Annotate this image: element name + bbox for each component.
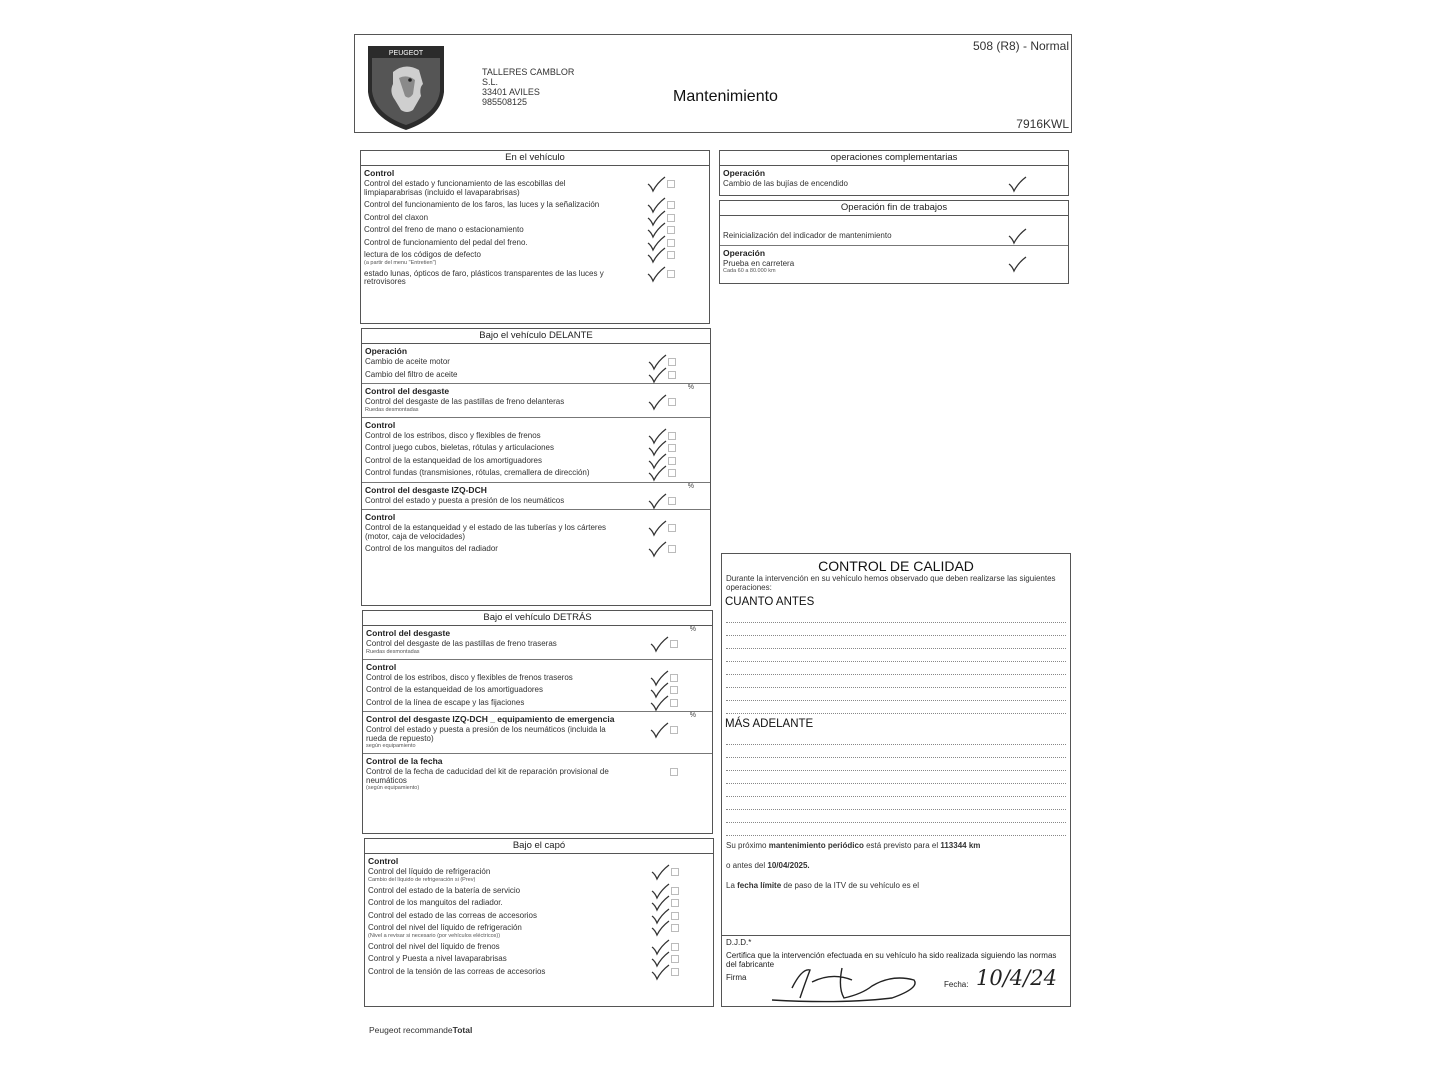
check-group xyxy=(362,344,710,384)
checkmark-icon xyxy=(1006,175,1028,193)
checkbox-square xyxy=(671,912,679,920)
check-item xyxy=(365,495,710,508)
checkbox-square xyxy=(668,545,676,553)
page-title: Mantenimiento xyxy=(673,88,778,105)
checkbox-square xyxy=(667,201,675,209)
text: de paso de la ITV de su vehículo es el xyxy=(783,881,920,890)
checkbox-square xyxy=(670,726,678,734)
checkbox-square xyxy=(671,924,679,932)
certification-box xyxy=(722,935,1070,1006)
check-item xyxy=(365,369,710,382)
check-group xyxy=(362,510,710,558)
text: o antes del xyxy=(726,861,766,870)
checkbox-square xyxy=(671,868,679,876)
checklist-panel xyxy=(362,610,713,834)
item-note: (Nivel a revisar si necesario (por vehículos eléctricos)) xyxy=(368,932,501,939)
item-text: Control juego cubos, bieletas, rótulas y articulaciones xyxy=(365,443,554,452)
blank-line xyxy=(726,610,1066,623)
percent-icon: % xyxy=(687,482,694,490)
checkbox-square xyxy=(670,699,678,707)
item-text: Reinicialización del indicador de mantenimiento xyxy=(723,231,892,240)
signature-label: Firma xyxy=(726,973,747,982)
checkbox-square xyxy=(667,214,675,222)
date-label: Fecha: xyxy=(944,980,969,989)
blank-line xyxy=(726,662,1066,675)
check-group xyxy=(720,166,1068,193)
item-note: según equipamiento xyxy=(366,743,416,749)
checkbox-square xyxy=(671,943,679,951)
group-title: Operación xyxy=(723,168,766,178)
next-date-value: 10/04/2025. xyxy=(767,861,810,870)
text: está previsto para el xyxy=(866,841,939,850)
check-item xyxy=(366,638,712,657)
group-title: Control xyxy=(364,168,395,178)
complementary-operations-panel xyxy=(719,150,1069,196)
blank-line xyxy=(726,688,1066,701)
peugeot-lion-logo xyxy=(363,40,449,132)
checkmark-icon xyxy=(649,863,671,881)
next-km: 113344 km xyxy=(940,841,981,850)
checkbox-square xyxy=(667,180,675,188)
item-text: Control de la fecha de caducidad del kit de reparación provisional de neumáticos xyxy=(366,767,609,785)
end-of-work-panel xyxy=(719,200,1069,284)
item-text: Cambio de las bujías de encendido xyxy=(723,179,848,188)
item-text: Control del desgaste de las pastillas de freno traseras xyxy=(366,639,557,648)
checkbox-square xyxy=(668,497,676,505)
quality-intro: Durante la intervención en su vehículo hemos observado que deben realizarse las siguientes operaciones: xyxy=(726,574,1056,592)
panel-title: Bajo el vehículo DELANTE xyxy=(362,329,710,344)
quality-control-panel xyxy=(721,553,1071,1007)
percent-icon: % xyxy=(689,626,696,633)
item-text: Control de los estribos, disco y flexibles de frenos traseros xyxy=(366,672,573,682)
group-title: Control xyxy=(368,856,399,866)
checkbox-square xyxy=(668,358,676,366)
check-item xyxy=(365,467,710,480)
item-note: Ruedas desmontadas xyxy=(366,648,420,655)
panel-title: operaciones complementarias xyxy=(720,151,1068,166)
checklist-panel xyxy=(361,328,711,606)
checkmark-icon xyxy=(645,265,667,283)
group-title: Control del desgaste IZQ-DCH _ equipamiento de emergencia xyxy=(366,714,615,724)
blank-line xyxy=(726,675,1066,688)
blank-line xyxy=(726,797,1066,810)
check-group xyxy=(362,418,710,483)
item-text: Control de funcionamiento del pedal del freno. xyxy=(364,237,528,247)
item-text: Control de los manguitos del radiador. xyxy=(368,898,503,907)
blank-line xyxy=(726,784,1066,797)
item-note: Cada 60 a 80.000 km xyxy=(723,268,776,274)
check-group xyxy=(362,384,710,418)
item-text: Control del desgaste de las pastillas de freno delanteras xyxy=(365,397,565,406)
checkmark-icon xyxy=(646,519,668,537)
text: Su próximo xyxy=(726,841,767,850)
check-item xyxy=(723,178,1068,191)
item-text: Control de los manguitos del radiador xyxy=(365,544,498,553)
group-title: Control del desgaste IZQ-DCH xyxy=(365,484,487,495)
checkbox-square xyxy=(668,524,676,532)
item-text: Control del freno de mano o estacionamiento xyxy=(364,225,524,234)
checkmark-icon xyxy=(646,464,668,482)
checkmark-icon xyxy=(645,246,667,264)
check-item xyxy=(366,724,712,751)
check-group xyxy=(720,246,1068,279)
check-group xyxy=(362,483,710,511)
item-text: Control del nivel del líquido de refrigeración xyxy=(368,923,522,932)
group-title: Control xyxy=(365,512,396,522)
item-text: Control y Puesta a nivel lavaparabrisas xyxy=(368,954,507,963)
checkbox-square xyxy=(670,686,678,694)
item-text: Control de la estanqueidad y el estado de las tuberías y los cárteres (motor, caja de velocidades) xyxy=(365,523,607,541)
check-group xyxy=(720,216,1068,246)
vehicle-model: 508 (R8) - Normal xyxy=(972,39,1069,53)
item-text: Control de la estanqueidad de los amortiguadores xyxy=(365,455,543,465)
check-item xyxy=(723,258,1068,277)
panel-title: Bajo el capó xyxy=(365,839,713,854)
footer-brand: Total xyxy=(452,1025,473,1035)
item-text: Cambio del filtro de aceite xyxy=(365,369,458,379)
license-plate: 7916KWL xyxy=(1016,117,1069,131)
dealer-line: 985508125 xyxy=(482,97,528,107)
panel-title: En el vehículo xyxy=(361,151,709,166)
group-title: Control de la fecha xyxy=(366,756,443,766)
certification-text: Certifica que la intervención efectuada en su vehículo ha sido realizada siguiendo las normas del fabricante xyxy=(726,951,1057,969)
item-text: Control del estado y puesta a presión de los neumáticos (incluida la rueda de repuesto) xyxy=(366,725,606,743)
check-item xyxy=(723,230,1068,243)
checklist-panel xyxy=(364,838,714,1007)
dealer-line: 33401 AVILES xyxy=(482,87,540,97)
check-item xyxy=(366,697,712,710)
checkmark-icon xyxy=(646,540,668,558)
group-title: Operación xyxy=(365,346,408,356)
checkmark-icon xyxy=(649,919,671,937)
item-text: Control del estado y funcionamiento de las escobillas del limpiaparabrisas (incluido el lavaparabrisas) xyxy=(364,179,566,197)
check-group xyxy=(365,854,713,980)
checkmark-icon xyxy=(648,635,670,653)
asap-heading: CUANTO ANTES xyxy=(725,596,815,608)
panel-title: Operación fin de trabajos xyxy=(720,201,1068,216)
check-group xyxy=(363,754,712,795)
blank-line xyxy=(726,771,1066,784)
handwritten-signature xyxy=(752,958,922,1004)
checkbox-square xyxy=(667,226,675,234)
item-note: (según equipamiento) xyxy=(366,785,420,791)
checkmark-icon xyxy=(1006,255,1028,273)
text-bold: mantenimiento periódico xyxy=(768,841,864,850)
checkbox-square xyxy=(668,469,676,477)
dealer-line: TALLERES CAMBLOR xyxy=(482,67,575,77)
quality-title: CONTROL DE CALIDAD xyxy=(818,558,974,574)
item-text: Control de la tensión de las correas de accesorios xyxy=(368,966,546,976)
checkbox-square xyxy=(670,768,678,776)
item-text: Control del claxon xyxy=(364,212,429,222)
check-item xyxy=(364,268,709,289)
blank-line xyxy=(726,701,1066,714)
item-text: Control de la estanqueidad de los amortiguadores xyxy=(366,685,544,694)
item-text: Control de la línea de escape y las fijaciones xyxy=(366,697,525,707)
handwritten-date: 10/4/24 xyxy=(976,966,1057,990)
blank-line xyxy=(726,823,1066,836)
checkmark-icon xyxy=(645,175,667,193)
itv-line xyxy=(722,876,1070,896)
item-text: Control del funcionamiento de los faros, las luces y la señalización xyxy=(364,200,600,209)
checkbox-square xyxy=(670,640,678,648)
djd-label: D.J.D.* xyxy=(726,938,752,947)
checkbox-square xyxy=(668,371,676,379)
item-note: Ruedas desmontadas xyxy=(365,406,419,413)
blank-line xyxy=(726,758,1066,771)
checkbox-square xyxy=(668,398,676,406)
checkbox-square xyxy=(671,899,679,907)
blank-line xyxy=(726,649,1066,662)
group-title: Operación xyxy=(723,247,766,258)
blank-line xyxy=(726,732,1066,745)
checkmark-icon xyxy=(646,393,668,411)
svg-text:PEUGEOT: PEUGEOT xyxy=(388,50,424,57)
item-text: Control de los estribos, disco y flexibles de frenos xyxy=(365,430,541,440)
text-bold: fecha límite xyxy=(737,881,782,890)
checkbox-square xyxy=(671,968,679,976)
blank-line xyxy=(726,623,1066,636)
group-title: Control del desgaste xyxy=(365,386,450,396)
checkbox-square xyxy=(668,432,676,440)
percent-icon: % xyxy=(689,712,696,719)
group-title: Control xyxy=(366,661,397,672)
later-heading: MÁS ADELANTE xyxy=(725,718,814,730)
item-note: Cambio del líquido de refrigeración si (Prev) xyxy=(368,876,476,883)
check-item xyxy=(368,966,713,979)
checkbox-square xyxy=(667,239,675,247)
check-group xyxy=(361,166,709,291)
footer-text: Peugeot recommande xyxy=(369,1025,453,1035)
checkbox-square xyxy=(671,887,679,895)
checkbox-square xyxy=(668,457,676,465)
check-item xyxy=(365,396,710,415)
item-note: (a partir del menu "Entretien") xyxy=(364,259,437,266)
item-text: lectura de los códigos de defecto xyxy=(364,250,481,259)
checkmark-icon xyxy=(648,721,670,739)
check-item xyxy=(366,766,712,793)
item-text: Control fundas (transmisiones, rótulas, cremallera de dirección) xyxy=(365,468,590,477)
checkmark-icon xyxy=(648,694,670,712)
check-group xyxy=(363,712,712,754)
panel-title: Bajo el vehículo DETRÁS xyxy=(363,611,712,626)
checklist-panel xyxy=(360,150,710,324)
checkmark-icon xyxy=(1006,227,1028,245)
checkbox-square xyxy=(668,444,676,452)
checkmark-icon xyxy=(646,492,668,510)
checkbox-square xyxy=(667,270,675,278)
blank-line xyxy=(726,745,1066,758)
dealer-line: S.L. xyxy=(482,77,499,87)
item-text: Prueba en carretera xyxy=(723,258,795,268)
checkbox-square xyxy=(670,674,678,682)
footer-note xyxy=(369,1025,472,1035)
item-text: Cambio de aceite motor xyxy=(365,357,450,366)
item-text: estado lunas, ópticos de faro, plásticos transparentes de las luces y retrovisores xyxy=(364,268,604,286)
blank-line xyxy=(726,636,1066,649)
next-date xyxy=(722,856,1070,876)
group-title: Control del desgaste xyxy=(366,628,451,638)
dealer-info xyxy=(482,67,574,107)
item-text: Control del líquido de refrigeración xyxy=(368,867,491,876)
checkmark-icon xyxy=(646,366,668,384)
checkbox-square xyxy=(667,251,675,259)
blank-line xyxy=(726,810,1066,823)
checkmark-icon xyxy=(649,963,671,981)
next-maintenance xyxy=(722,836,1070,856)
item-text: Control del estado y puesta a presión de los neumáticos xyxy=(365,495,565,505)
item-text: Control del estado de la batería de servicio xyxy=(368,885,521,895)
document-header xyxy=(354,34,1072,133)
text: La xyxy=(726,881,735,890)
item-text: Control del nivel del líquido de frenos xyxy=(368,941,500,951)
check-group xyxy=(363,660,712,713)
percent-icon: % xyxy=(687,384,694,391)
check-item xyxy=(365,543,710,556)
checkbox-square xyxy=(671,955,679,963)
group-title: Control xyxy=(365,419,396,430)
check-group xyxy=(363,626,712,660)
item-text: Control del estado de las correas de accesorios xyxy=(368,910,537,920)
